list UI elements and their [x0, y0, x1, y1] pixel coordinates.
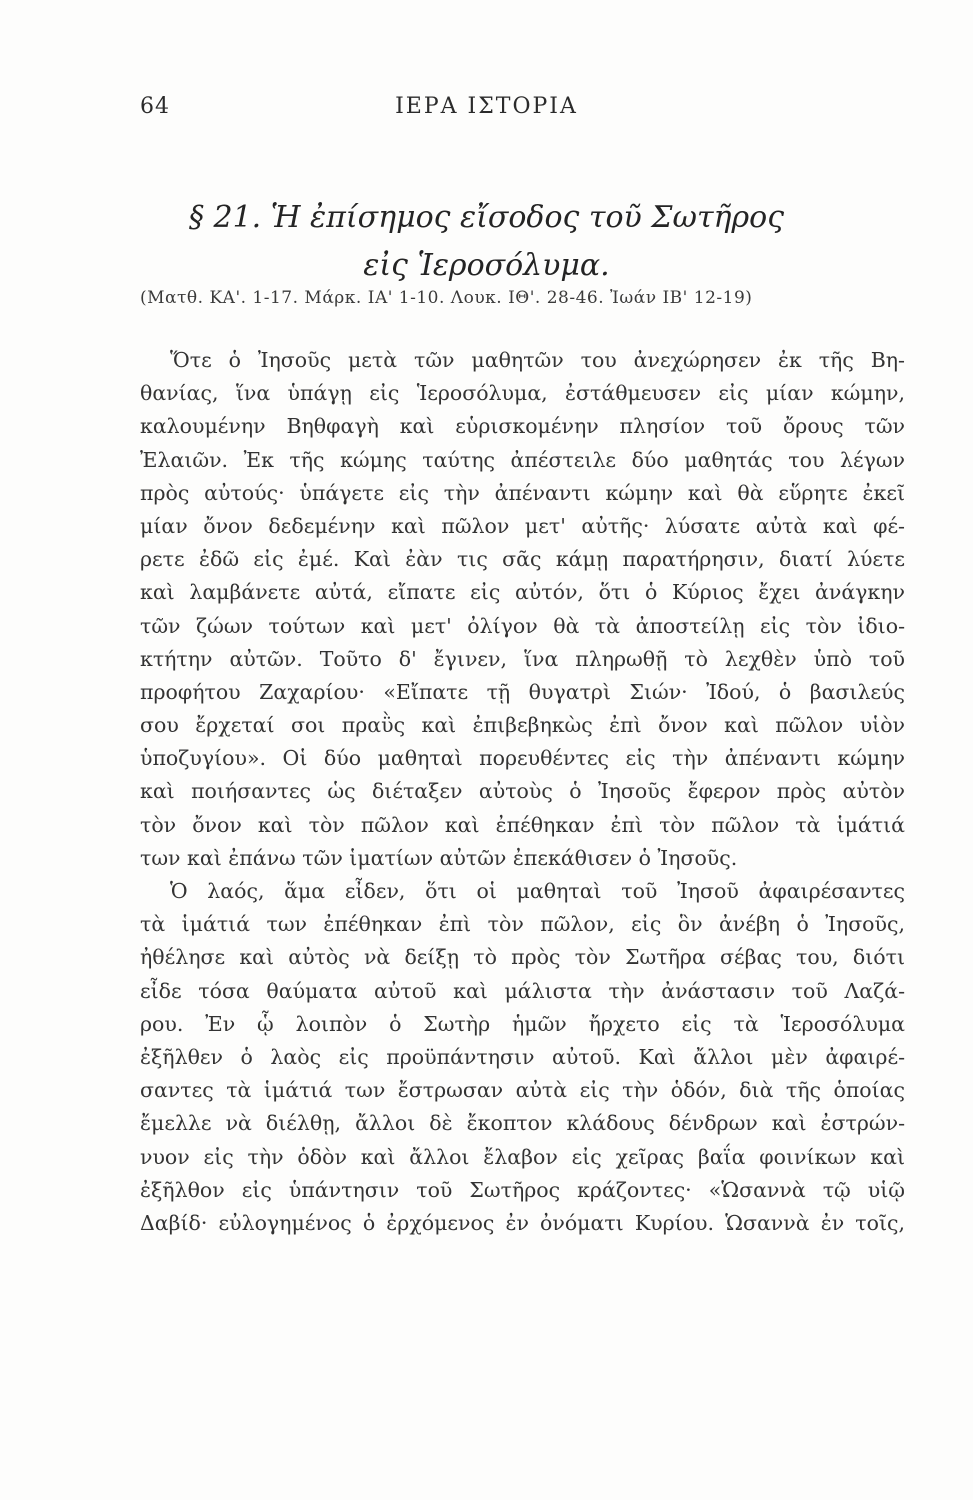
text-line: ἠθέλησε καὶ αὐτὸς νὰ δείξῃ τὸ πρὸς τὸν Σωτῆρα σέβας του, διότι [140, 945, 905, 970]
text-line: Ὅτε ὁ Ἰησοῦς μετὰ τῶν μαθητῶν του ἀνεχώρησεν ἐκ τῆς Βη- [170, 348, 905, 372]
text-line: νυον εἰς τὴν ὁδὸν καὶ ἄλλοι ἔλαβον εἰς χεῖρας βαΐα φοινίκων καὶ [140, 1144, 905, 1169]
text-line: θανίας, ἵνα ὑπάγῃ εἰς Ἱεροσόλυμα, ἐστάθμευσεν εἰς μίαν κώμην, [140, 381, 905, 406]
text-line: Ὁ λαός, ἅμα εἶδεν, ὅτι οἱ μαθηταὶ τοῦ Ἰησοῦ ἀφαιρέσαντες [170, 879, 905, 903]
text-line: καὶ ποιήσαντες ὡς διέταξεν αὐτοὺς ὁ Ἰησοῦς ἔφερον πρὸς αὐτὸν [140, 779, 905, 804]
page-number: 64 [140, 94, 170, 119]
text-line: εἶδε τόσα θαύματα αὐτοῦ καὶ μάλιστα τὴν ἀνάστασιν τοῦ Λαζά- [140, 978, 905, 1003]
section-heading-line-2: εἰς Ἱεροσόλυμα. [363, 248, 610, 283]
running-head [0, 94, 973, 130]
text-line: ρου. Ἐν ᾧ λοιπὸν ὁ Σωτὴρ ἡμῶν ἤρχετο εἰς τὰ Ἱεροσόλυμα [140, 1011, 905, 1036]
section-heading [0, 194, 973, 290]
section-heading-line-1: § 21. Ἡ ἐπίσημος εἴσοδος τοῦ Σωτῆρος [188, 200, 785, 235]
text-line: καλουμένην Βηθφαγὴ καὶ εὑρισκομένην πλησίον τοῦ ὄρους τῶν [140, 414, 905, 439]
text-line: μίαν ὄνον δεδεμένην καὶ πῶλον μετ' αὐτῆς· λύσατε αὐτὰ καὶ φέ- [140, 513, 905, 538]
text-line: ἐξῆλθεν ὁ λαὸς εἰς προϋπάντησιν αὐτοῦ. Καὶ ἄλλοι μὲν ἀφαιρέ- [140, 1044, 905, 1069]
text-line: των καὶ ἐπάνω τῶν ἱματίων αὐτῶν ἐπεκάθισεν ὁ Ἰησοῦς. [140, 845, 738, 870]
text-line: σου ἔρχεταί σοι πραῢς καὶ ἐπιβεβηκὼς ἐπὶ ὄνον καὶ πῶλον υἱὸν [140, 713, 905, 738]
text-line: καὶ λαμβάνετε αὐτά, εἴπατε εἰς αὐτόν, ὅτι ὁ Κύριος ἔχει ἀνάγκην [140, 580, 905, 605]
body-text [140, 344, 905, 1240]
text-line: τὸν ὄνον καὶ τὸν πῶλον καὶ ἐπέθηκαν ἐπὶ τὸν πῶλον τὰ ἱμάτιά [140, 812, 905, 837]
text-line: σαντες τὰ ἱμάτιά των ἔστρωσαν αὐτὰ εἰς τὴν ὁδόν, διὰ τῆς ὁποίας [140, 1078, 905, 1103]
text-line: τὰ ἱμάτιά των ἐπέθηκαν ἐπὶ τὸν πῶλον, εἰς ὃν ἀνέβη ὁ Ἰησοῦς, [140, 912, 905, 937]
text-line: ρετε ἐδῶ εἰς ἐμέ. Καὶ ἐὰν τις σᾶς κάμῃ παρατήρησιν, διατί λύετε [140, 547, 905, 572]
text-line: τῶν ζώων τούτων καὶ μετ' ὀλίγον θὰ τὰ ἀποστείλῃ εἰς τὸν ἰδιο- [140, 613, 905, 638]
text-line: κτήτην αὐτῶν. Τοῦτο δ' ἔγινεν, ἵνα πληρωθῇ τὸ λεχθὲν ὑπὸ τοῦ [140, 646, 905, 671]
text-line: ὑποζυγίου». Οἱ δύο μαθηταὶ πορευθέντες εἰς τὴν ἀπέναντι κώμην [140, 746, 905, 771]
text-line: ἔμελλε νὰ διέλθῃ, ἄλλοι δὲ ἔκοπτον κλάδους δένδρων καὶ ἐστρών- [140, 1111, 905, 1136]
text-line: Ἐλαιῶν. Ἐκ τῆς κώμης ταύτης ἀπέστειλε δύο μαθητάς του λέγων [140, 447, 905, 472]
text-line: ἐξῆλθον εἰς ὑπάντησιν τοῦ Σωτῆρος κράζοντες· «Ὡσαννὰ τῷ υἱῷ [140, 1177, 905, 1202]
running-title: ΙΕΡΑ ΙΣΤΟΡΙΑ [395, 94, 578, 119]
text-line: προφήτου Ζαχαρίου· «Εἴπατε τῇ θυγατρὶ Σιών· Ἰδού, ὁ βασιλεύς [140, 679, 905, 704]
text-line: Δαβίδ· εὐλογημένος ὁ ἐρχόμενος ἐν ὀνόματι Κυρίου. Ὡσαννὰ ἐν τοῖς, [140, 1210, 905, 1235]
text-line: πρὸς αὐτούς· ὑπάγετε εἰς τὴν ἀπέναντι κώμην καὶ θὰ εὕρητε ἐκεῖ [140, 480, 905, 505]
scripture-references: (Ματθ. ΚΑ'. 1-17. Μάρκ. ΙΑ' 1-10. Λουκ. ΙΘ'. 28-46. Ἰωάν ΙΒ' 12-19) [140, 288, 753, 308]
